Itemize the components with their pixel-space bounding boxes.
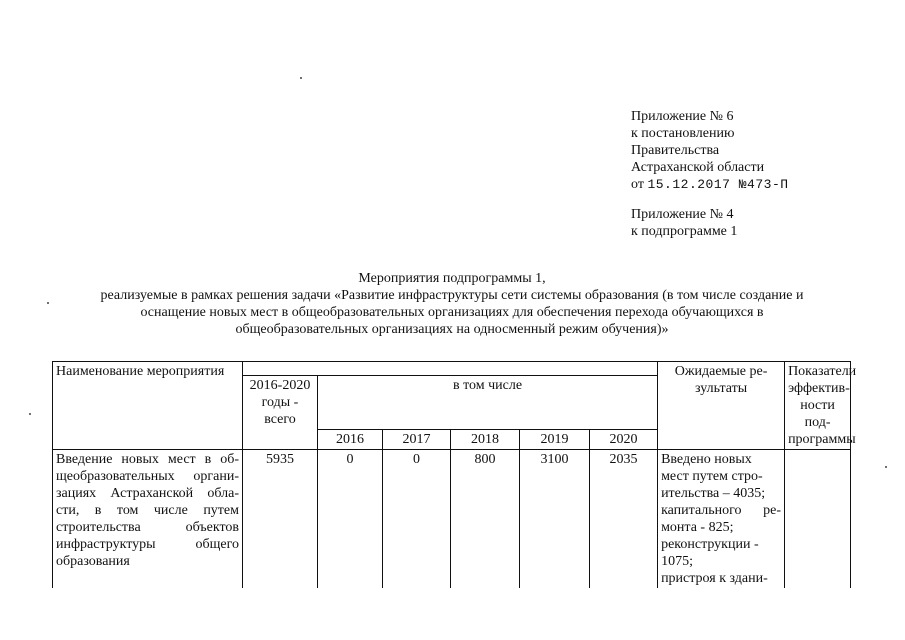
annex-6-header (631, 108, 789, 193)
annex-line: Правительства (631, 143, 720, 158)
annex-line: Приложение № 6 (631, 109, 734, 124)
expected-results-cell (658, 450, 785, 589)
header-expected: Ожидаемые ре-зультаты (658, 362, 785, 450)
title-line: оснащение новых мест в общеобразовательных организациях для обеспечения перехода обучающихся в (140, 305, 764, 320)
table-row (53, 450, 851, 589)
annex-line: к подпрограмме 1 (631, 224, 738, 239)
result-line: ительства – 4035; (661, 486, 766, 501)
year-header: 2020 (590, 430, 658, 450)
year-value-cell: 3100 (520, 450, 590, 589)
document-title (55, 270, 849, 338)
annex-4-header (631, 206, 737, 240)
annex-line: к постановлению (631, 126, 735, 141)
result-line: 1075; (661, 554, 693, 569)
measure-name-line: образования (56, 554, 130, 569)
year-value-cell: 2035 (590, 450, 658, 589)
scan-speck (300, 77, 302, 79)
measure-name-line: сти, в том числе путем (56, 503, 239, 518)
header-total: 2016-2020 годы - всего (243, 376, 318, 450)
scan-speck (885, 466, 887, 468)
total-cell: 5935 (243, 450, 318, 589)
result-line: капитального ре- (661, 503, 782, 518)
year-header: 2016 (318, 430, 383, 450)
year-value-cell: 0 (318, 450, 383, 589)
result-line: пристроя к здани- (661, 571, 768, 586)
measure-name-line: строительства объектов (56, 520, 239, 535)
header-spacer (243, 362, 658, 376)
header-name: Наименование мероприятия (53, 362, 243, 450)
year-header: 2017 (383, 430, 451, 450)
result-line: Введено новых (661, 452, 752, 467)
year-value-cell: 800 (451, 450, 520, 589)
scan-speck (47, 302, 49, 304)
resolution-date-line (631, 176, 789, 193)
title-line: реализуемые в рамках решения задачи «Развитие инфраструктуры сети системы образования (в том числе создание и (100, 288, 804, 303)
measure-name-line: щеобразовательных органи- (56, 469, 239, 484)
year-header: 2018 (451, 430, 520, 450)
measure-name-line: зациях Астраханской обла- (56, 486, 239, 501)
measure-name-line: инфраструктуры общего (56, 537, 239, 552)
year-header: 2019 (520, 430, 590, 450)
year-value-cell: 0 (383, 450, 451, 589)
date-stamp: 15.12.2017 №473-П (647, 177, 789, 192)
result-line: мест путем стро- (661, 469, 763, 484)
result-line: монта - 825; (661, 520, 734, 535)
result-line: реконструкции - (661, 537, 759, 552)
title-line: Мероприятия подпрограммы 1, (358, 271, 546, 286)
annex-line: Приложение № 4 (631, 207, 734, 222)
measures-table (52, 361, 857, 588)
title-line: общеобразовательных организациях на односменный режим обучения)» (235, 322, 669, 337)
header-including: в том числе (318, 376, 658, 430)
date-prefix: от (631, 177, 648, 192)
measure-name-cell (53, 450, 243, 589)
measure-name-line: Введение новых мест в об- (56, 452, 239, 467)
scan-speck (29, 413, 31, 415)
header-indicators: Показатели эффектив-ности под-программы (785, 362, 851, 450)
indicators-cell (785, 450, 851, 589)
header-row (53, 362, 851, 376)
annex-line: Астраханской области (631, 160, 765, 175)
